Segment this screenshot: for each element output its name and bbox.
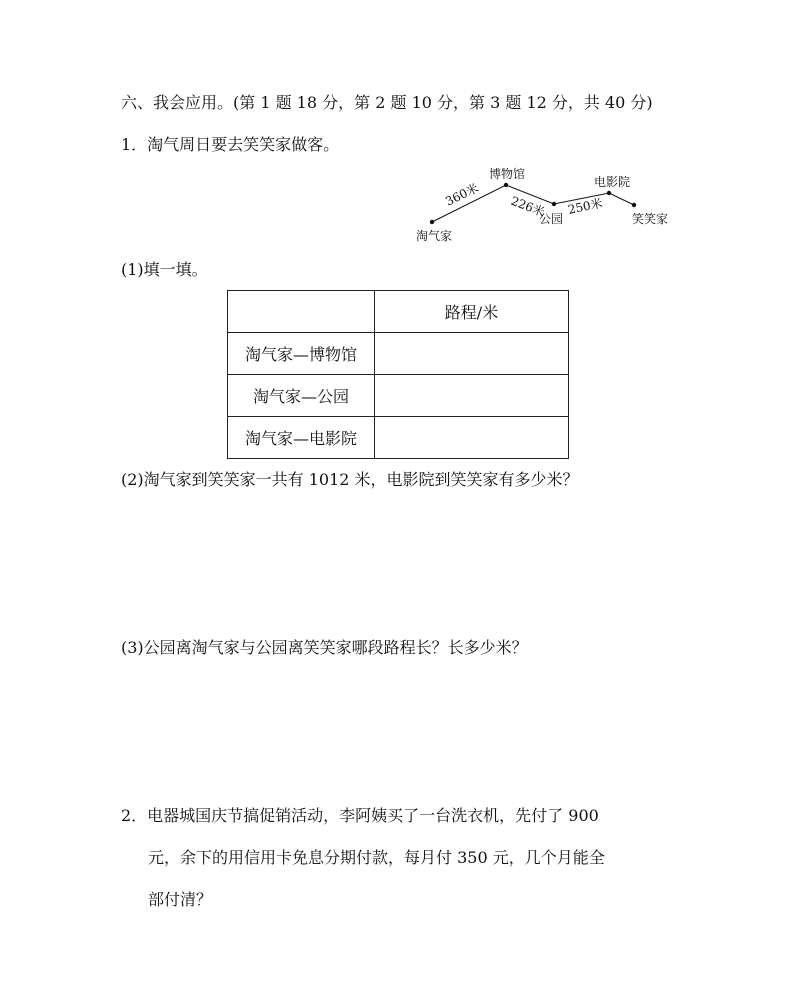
label-park: 公园 bbox=[539, 212, 564, 226]
distance-label-3: 250米 bbox=[566, 195, 604, 217]
label-museum: 博物馆 bbox=[489, 167, 526, 181]
point-park bbox=[552, 202, 556, 206]
answer-cell[interactable] bbox=[375, 375, 569, 417]
route-cell: 淘气家—公园 bbox=[228, 375, 375, 417]
point-cinema bbox=[607, 191, 611, 195]
question-1-title: 1．淘气周日要去笑笑家做客。 bbox=[121, 135, 340, 154]
answer-cell[interactable] bbox=[375, 417, 569, 459]
table-header-cell: 路程/米 bbox=[375, 291, 569, 333]
question-2-line: 部付清？ bbox=[148, 890, 213, 909]
distance-label-2: 226米 bbox=[508, 193, 547, 220]
label-taoqi-home: 淘气家 bbox=[416, 229, 453, 243]
distance-table bbox=[227, 290, 569, 459]
table-row bbox=[228, 333, 569, 375]
route-cell: 淘气家—电影院 bbox=[228, 417, 375, 459]
table-header-cell bbox=[228, 291, 375, 333]
point-museum bbox=[504, 183, 508, 187]
route-map bbox=[410, 160, 680, 250]
question-2-line: 2．电器城国庆节搞促销活动，李阿姨买了一台洗衣机，先付了 900 bbox=[121, 806, 599, 825]
label-cinema: 电影院 bbox=[594, 175, 631, 189]
point-taoqi-home bbox=[430, 220, 434, 224]
label-xiaoxiao-home: 笑笑家 bbox=[632, 212, 669, 226]
route-cell: 淘气家—博物馆 bbox=[228, 333, 375, 375]
table-header-row bbox=[228, 291, 569, 333]
distance-label-1: 360米 bbox=[443, 180, 481, 209]
question-1-part-2: (2)淘气家到笑笑家一共有 1012 米，电影院到笑笑家有多少米？ bbox=[121, 470, 579, 489]
question-2-line: 元，余下的用信用卡免息分期付款，每月付 350 元，几个月能全 bbox=[148, 848, 605, 867]
table-row bbox=[228, 375, 569, 417]
answer-cell[interactable] bbox=[375, 333, 569, 375]
question-1-part-3: (3)公园离淘气家与公园离笑笑家哪段路程长？长多少米？ bbox=[121, 638, 528, 657]
question-1-part-1: (1)填一填。 bbox=[121, 260, 208, 279]
section-title: 六、我会应用。(第 1 题 18 分，第 2 题 10 分，第 3 题 12 分，共 40 分) bbox=[121, 93, 653, 112]
table-row bbox=[228, 417, 569, 459]
point-xiaoxiao-home bbox=[632, 203, 636, 207]
